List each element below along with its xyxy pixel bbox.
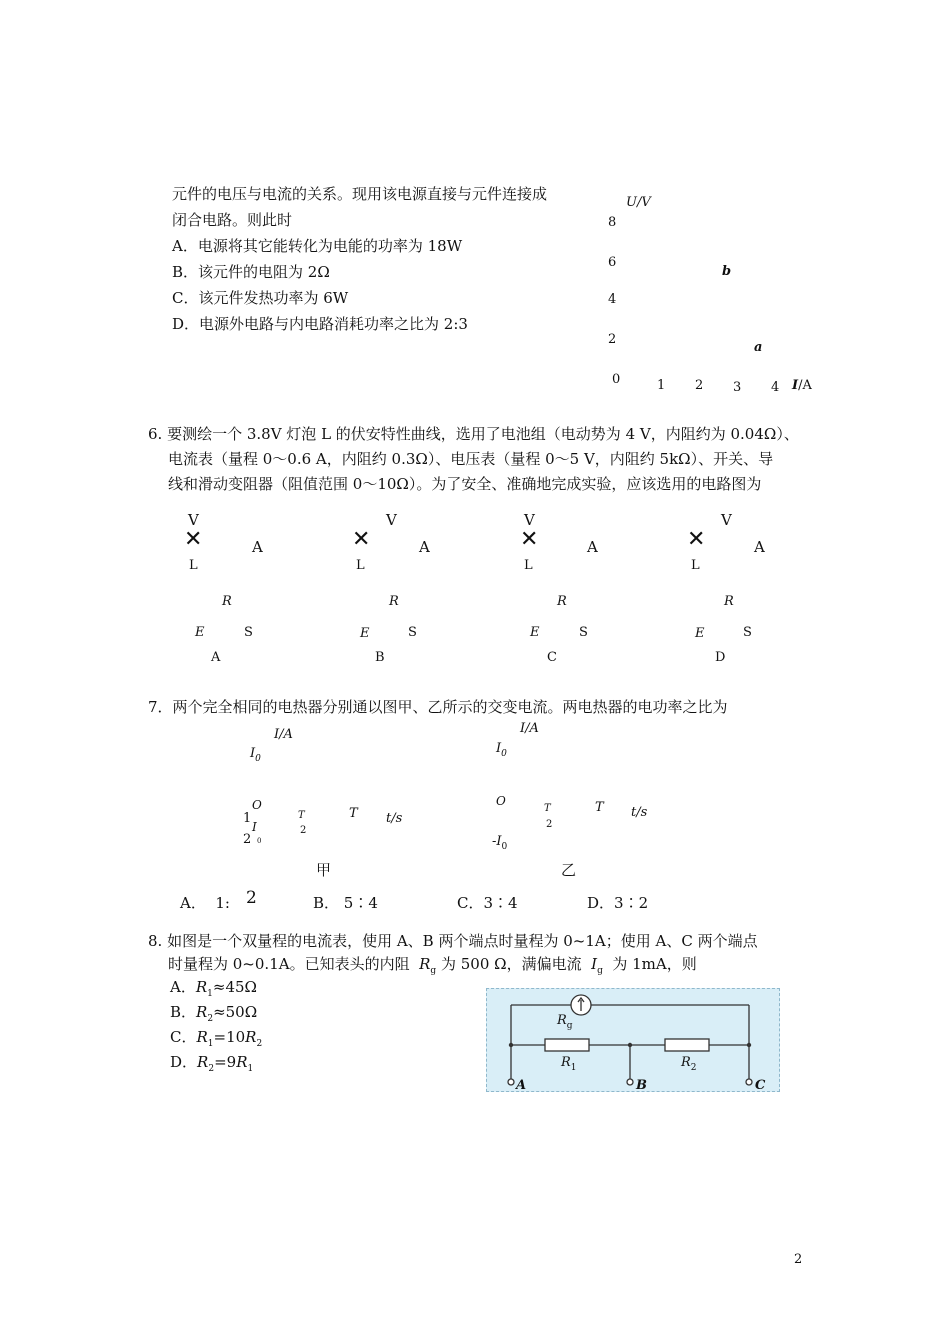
switch-label: S [579, 625, 588, 640]
ammeter-label: A [419, 538, 430, 556]
lamp-icon: ✕ [687, 527, 706, 552]
origin-label: O [496, 794, 506, 808]
q5-graph-line-a-label: a [754, 340, 763, 355]
circuit-option-label: A [211, 650, 221, 665]
i0-label: $I_0$ [250, 746, 261, 764]
q5-stem-line1: 元件的电压与电流的关系。现用该电源直接与元件连接成 [172, 185, 548, 203]
r1-label: $R_1$ [561, 1055, 577, 1073]
q5-graph-y-tick: 6 [608, 255, 617, 270]
q8-option-a: A．$R_1\approx 45\Omega$ [170, 978, 257, 999]
lamp-label: L [524, 558, 533, 573]
circuit-wires [487, 989, 779, 1091]
q7-option-c: C．3∶4 [457, 894, 518, 912]
q6-stem-line2: 电流表（量程 0～0.6 A，内阻约 0.3Ω）、电压表（量程 0～5 V，内阻约 5kΩ）、开关、导 [168, 450, 774, 468]
rheostat-label: R [389, 594, 399, 609]
lamp-icon: ✕ [184, 527, 203, 552]
half-i0-symbol: I [252, 820, 257, 834]
q8-option-c: C．$R_1=10R_2$ [170, 1028, 263, 1049]
q5-option-c: C．该元件发热功率为 6W [172, 289, 349, 307]
half-period-t: T [298, 810, 305, 821]
q5-stem-line2: 闭合电路。则此时 [172, 211, 293, 229]
q7-option-a: A． 1: [180, 894, 230, 912]
half-period-t: T [544, 803, 551, 814]
q5-graph-origin: 0 [612, 372, 621, 387]
switch-label: S [244, 625, 253, 640]
origin-label: O [252, 798, 262, 812]
galvanometer-label: $R_g$ [557, 1013, 573, 1031]
half-period-2: 2 [546, 819, 553, 830]
rheostat-label: R [222, 594, 232, 609]
y-axis-label: I/A [274, 727, 293, 742]
lamp-label: L [691, 558, 700, 573]
battery-label: E [530, 625, 540, 640]
ammeter-label: A [252, 538, 263, 556]
voltmeter-label: V [188, 511, 199, 529]
y-axis-label: I/A [520, 721, 539, 736]
q8-ammeter-circuit [486, 988, 780, 1092]
q5-graph-y-tick: 4 [608, 292, 617, 307]
x-axis-label: t/s [631, 805, 648, 820]
half-i0-subscript: 0 [257, 837, 262, 845]
neg-i0-label: $-I_0$ [492, 834, 508, 852]
q6-stem-line1: 6. 要测绘一个 3.8V 灯泡 L 的伏安特性曲线，选用了电池组（电动势为 4 V，内阻约为 0.04Ω）、 [148, 425, 799, 443]
period-t: T [349, 806, 358, 821]
x-axis-label: t/s [386, 811, 403, 826]
half-period-2: 2 [300, 825, 307, 836]
r2-label: $R_2$ [681, 1055, 697, 1073]
q5-graph-x-tick: 3 [733, 380, 742, 395]
q5-option-a: A．电源将其它能转化为电能的功率为 18W [172, 237, 463, 255]
lamp-label: L [356, 558, 365, 573]
q8-option-d: D．$R_2=9R_1$ [170, 1053, 254, 1074]
lamp-icon: ✕ [520, 527, 539, 552]
q5-graph-x-tick: 4 [771, 380, 780, 395]
q7-stem: 7．两个完全相同的电热器分别通以图甲、乙所示的交变电流。两电热器的电功率之比为 [148, 698, 728, 716]
q7-option-a-extra: 2 [246, 888, 257, 908]
terminal-c-label: C [755, 1078, 766, 1093]
q8-option-b: B．$R_2\approx 50\Omega$ [170, 1003, 258, 1024]
q5-graph-x-tick: 1 [657, 378, 666, 393]
battery-label: E [360, 626, 370, 641]
rheostat-label: R [557, 594, 567, 609]
q5-graph-line-b-label: b [722, 264, 732, 279]
circuit-option-label: C [547, 650, 557, 665]
q8-stem-line1: 8. 如图是一个双量程的电流表，使用 A、B 两个端点时量程为 0~1A；使用 A、C 两个端点 [148, 932, 758, 950]
circuit-option-label: D [715, 650, 726, 665]
terminal-a-label: A [516, 1078, 527, 1093]
voltmeter-label: V [721, 511, 732, 529]
voltmeter-label: V [386, 511, 397, 529]
graph-caption-jia: 甲 [316, 861, 332, 879]
lamp-icon: ✕ [352, 527, 371, 552]
battery-label: E [695, 626, 705, 641]
ammeter-label: A [754, 538, 765, 556]
q5-graph-x-tick: 2 [695, 378, 704, 393]
q7-option-d: D．3∶2 [587, 894, 649, 912]
q5-graph-y-tick: 2 [608, 332, 617, 347]
q5-graph-y-label: U/V [626, 195, 651, 210]
q5-graph-y-tick: 8 [608, 215, 617, 230]
q6-stem-line3: 线和滑动变阻器（阻值范围 0～10Ω）。为了安全、准确地完成实验，应该选用的电路图为 [168, 475, 762, 493]
q5-option-b: B．该元件的电阻为 2Ω [172, 263, 330, 281]
q5-graph-x-label: I/A [792, 378, 812, 393]
q7-option-b: B． 5∶4 [313, 894, 378, 912]
q8-stem-line2: 时量程为 0~0.1A。已知表头的内阻 $R_g$ 为 500 Ω，满偏电流 $I_g$ 为 1mA，则 [168, 955, 697, 976]
switch-label: S [408, 625, 417, 640]
half-i0-denominator: 2 [243, 832, 252, 847]
i0-label: $I_0$ [496, 741, 507, 759]
graph-caption-yi: 乙 [561, 861, 577, 879]
circuit-option-label: B [375, 650, 385, 665]
terminal-b-label: B [636, 1078, 647, 1093]
ammeter-label: A [587, 538, 598, 556]
voltmeter-label: V [524, 511, 535, 529]
rheostat-label: R [724, 594, 734, 609]
half-i0-numerator: 1 [243, 811, 252, 826]
period-t: T [595, 800, 604, 815]
q5-option-d: D．电源外电路与内电路消耗功率之比为 2:3 [172, 315, 468, 333]
switch-label: S [743, 625, 752, 640]
lamp-label: L [189, 558, 198, 573]
page-number: 2 [794, 1252, 803, 1267]
battery-label: E [195, 625, 205, 640]
